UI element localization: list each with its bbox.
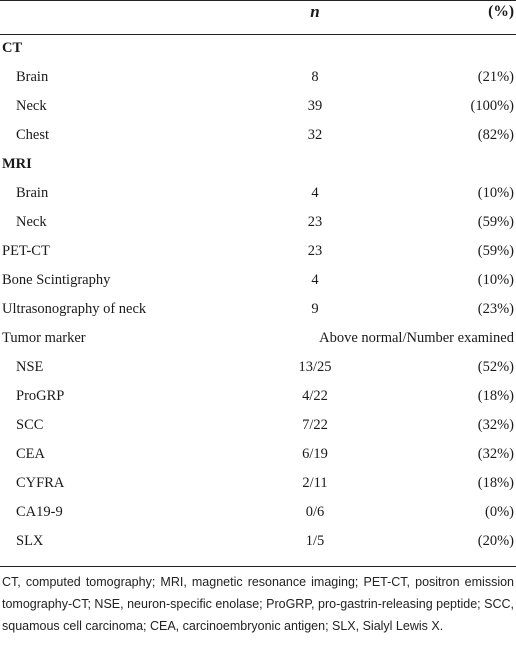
row-label: MRI — [2, 156, 32, 172]
row-n: 7/22 — [302, 417, 328, 433]
row-label: Neck — [16, 98, 47, 114]
table-footnote: CT, computed tomography; MRI, magnetic resonance imaging; PET-CT, positron emission tomography-CT; NSE, neuron-specific enolase; ProGRP, pro-gastrin-releasing peptide; SCC, squamous cell carcinoma; CEA, carcinoembryonic antigen; SLX, Sialyl Lewis X. — [2, 575, 514, 633]
table-row — [0, 237, 516, 266]
row-n: 4 — [311, 185, 319, 201]
table-row — [0, 295, 516, 324]
table-group-row — [0, 34, 516, 63]
row-n: 13/25 — [298, 359, 332, 375]
row-percent: (21%) — [477, 69, 514, 85]
table-row — [0, 92, 516, 121]
row-percent: (18%) — [477, 475, 514, 491]
row-label: Tumor marker — [2, 330, 86, 346]
table-body — [0, 34, 516, 556]
row-label: Neck — [16, 214, 47, 230]
row-label: Chest — [16, 127, 50, 143]
table-row — [0, 324, 516, 353]
row-label: Brain — [16, 185, 49, 201]
row-percent: (100%) — [470, 98, 514, 114]
row-n: 8 — [311, 69, 319, 85]
table-row — [0, 121, 516, 150]
row-label: PET-CT — [2, 243, 50, 259]
row-percent: (10%) — [477, 185, 514, 201]
row-n: 6/19 — [302, 446, 328, 462]
row-percent: (18%) — [477, 388, 514, 404]
table-row — [0, 527, 516, 556]
table-row — [0, 498, 516, 527]
row-percent: (32%) — [477, 446, 514, 462]
row-n: 0/6 — [305, 504, 325, 520]
table-bottom-rule — [0, 566, 516, 567]
table-row — [0, 179, 516, 208]
table-row — [0, 63, 516, 92]
row-label: Ultrasonography of neck — [2, 301, 147, 317]
row-n: 32 — [307, 127, 323, 143]
row-n: 9 — [311, 301, 319, 317]
table-row — [0, 382, 516, 411]
row-percent: (23%) — [477, 301, 514, 317]
table-row — [0, 208, 516, 237]
table-row — [0, 440, 516, 469]
row-label: ProGRP — [16, 388, 65, 404]
row-label: Bone Scintigraphy — [2, 272, 111, 288]
table-row — [0, 266, 516, 295]
table-group-row — [0, 150, 516, 179]
row-n: Above normal/Number examined — [319, 330, 514, 346]
row-n: 2/11 — [302, 475, 328, 491]
row-label: SLX — [16, 533, 44, 549]
table-header-row — [0, 0, 516, 34]
row-label: CA19-9 — [16, 504, 63, 520]
table-row — [0, 469, 516, 498]
row-percent: (20%) — [477, 533, 514, 549]
row-percent: (52%) — [477, 359, 514, 375]
row-percent: (0%) — [485, 504, 514, 520]
row-label: CT — [2, 40, 23, 56]
row-percent: (32%) — [477, 417, 514, 433]
table-row — [0, 411, 516, 440]
row-label: Brain — [16, 69, 49, 85]
row-n: 4 — [311, 272, 319, 288]
row-label: SCC — [16, 417, 44, 433]
row-n: 23 — [307, 214, 323, 230]
row-percent: (59%) — [477, 214, 514, 230]
row-n: 23 — [307, 243, 323, 259]
row-percent: (10%) — [477, 272, 514, 288]
table-row — [0, 353, 516, 382]
row-label: CYFRA — [16, 475, 65, 491]
row-n: 1/5 — [305, 533, 325, 549]
row-label: CEA — [16, 446, 45, 462]
row-percent: (59%) — [477, 243, 514, 259]
row-percent: (82%) — [477, 127, 514, 143]
header-percent: (%) — [488, 3, 514, 20]
row-label: NSE — [16, 359, 44, 375]
row-n: 39 — [307, 98, 323, 114]
header-n: n — [310, 2, 320, 21]
row-n: 4/22 — [302, 388, 328, 404]
